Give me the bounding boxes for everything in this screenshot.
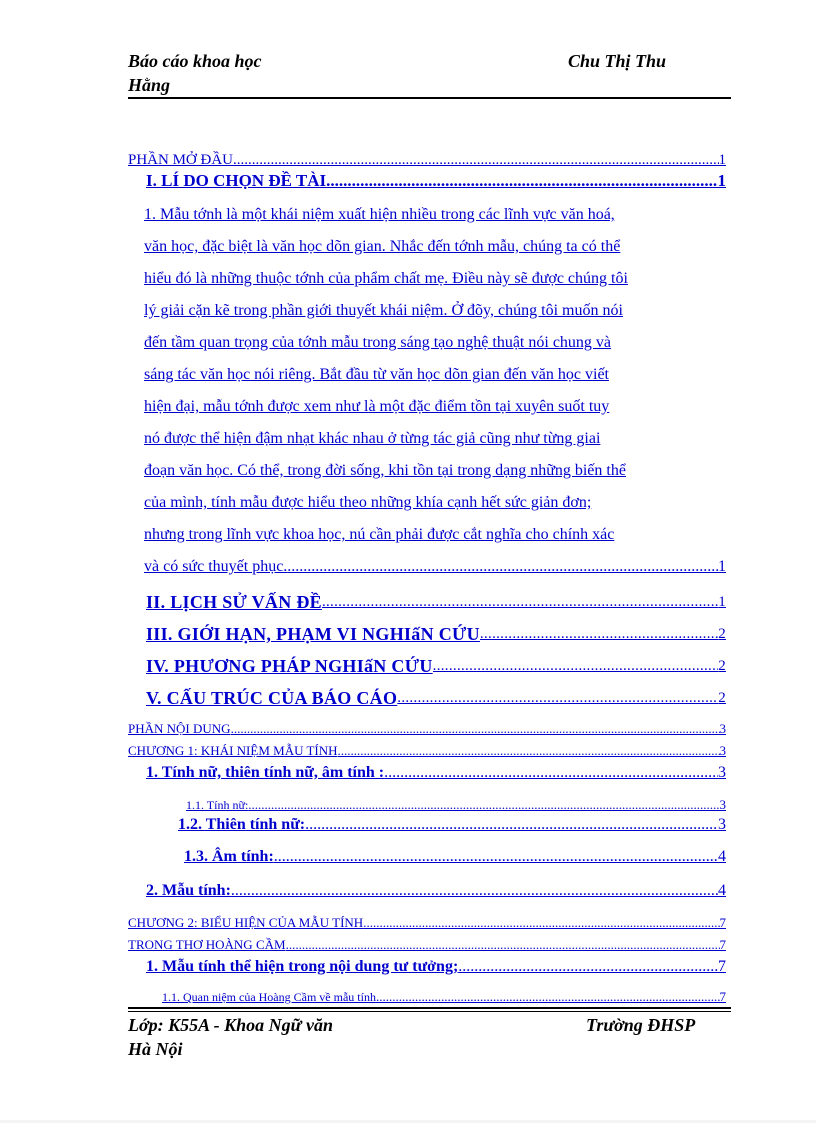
toc-ch1-section-2[interactable]: 2. Mẫu tính: ..... 4 [146,881,726,901]
toc-part-intro[interactable]: PHẦN MỞ ĐẦU ..... 1 [128,151,726,169]
toc-section-3[interactable]: III. GIỚI HẠN, PHẠM VI NGHIấN CỨU ..... 2 [146,623,726,645]
toc-ch1-section-1[interactable]: 1. Tính nữ, thiên tính nữ, âm tính : ..... 3 [146,763,726,783]
header-left-line1: Báo cáo khoa học [128,51,262,71]
toc-ch2-section-1[interactable]: 1. Mẫu tính thể hiện trong nội dung tư tưởng; ..... 7 [146,957,726,977]
toc-ch1-section-1-3[interactable]: 1.3. Âm tính: ..... 4 [146,847,726,867]
toc-ch2-section-1-1[interactable]: 1.1. Quan niệm của Hoàng Cầm về mẫu tính ..... 7 [162,989,726,1005]
toc-ch1-section-1-2[interactable]: 1.2. Thiên tính nữ: ..... 3 [146,815,726,835]
toc-section-1-text-last[interactable]: và có sức thuyết phục. ..... 1 [144,557,726,577]
toc-section-2[interactable]: II. LỊCH SỬ VẤN ĐỀ ..... 1 [146,591,726,613]
toc-section-1-text-line[interactable]: sáng tác văn học nói riêng. Bắt đầu từ văn học dõn gian đến văn học viết [144,366,609,383]
toc-section-1-text-line[interactable]: hiện đại, mẫu tớnh được xem như là một đặc điểm tồn tại xuyên suốt tuy [144,398,610,415]
toc-section-1-text-line[interactable]: nó được thể hiện đậm nhạt khác nhau ở từng tác giả cũng như từng giai [144,430,601,447]
header-rule [128,97,731,99]
toc-section-1-text-line[interactable]: nhưng trong lĩnh vực khoa học, nú cần phải được cắt nghĩa cho chính xác [144,526,615,543]
toc-section-1[interactable]: I. LÍ DO CHỌN ĐỀ TÀI ..... 1 [146,171,726,191]
toc-chapter-2-cont[interactable]: TRONG THƠ HOÀNG CẦM ..... 7 [128,937,726,953]
toc-section-1-text-line[interactable]: văn học, đặc biệt là văn học dõn gian. Nhắc đến tớnh mẫu, chúng ta có thể [144,238,621,255]
toc-part-body[interactable]: PHẦN NỘI DUNG ..... 3 [128,721,726,737]
toc-ch1-section-1-1[interactable]: 1.1. Tính nữ: ..... 3 [186,797,726,813]
toc-section-1-text-line[interactable]: đoạn văn học. Có thể, trong đời sống, khi tồn tại trong dạng những biến thể [144,462,626,479]
toc-chapter-1[interactable]: CHƯƠNG 1: KHÁI NIỆM MẪU TÍNH ..... 3 [128,743,726,759]
toc-section-4[interactable]: IV. PHƯƠNG PHÁP NGHIấN CỨU ..... 2 [146,655,726,677]
toc-section-1-text-line[interactable]: của mình, tính mẫu được hiểu theo những khía cạnh hết sức giản đơn; [144,494,592,511]
footer-rule-thin [128,1011,731,1012]
toc-section-1-text-line[interactable]: đến tầm quan trọng của tớnh mẫu trong sáng tạo nghệ thuật nói chung và [144,334,612,351]
toc-section-5[interactable]: V. CẤU TRÚC CỦA BÁO CÁO ..... 2 [146,687,726,709]
footer-rule [128,1007,731,1009]
footer-right: Trường ĐHSP [586,1015,696,1035]
header-left-line2: Hằng [128,75,171,95]
toc-chapter-2[interactable]: CHƯƠNG 2: BIỂU HIỆN CỦA MẪU TÍNH ..... 7 [128,915,726,931]
toc-section-1-text-line[interactable]: hiểu đó là những thuộc tớnh của phẩm chất mẹ. Điều này sẽ được chúng tôi [144,270,628,287]
footer-left-line2: Hà Nội [128,1039,183,1059]
header-right: Chu Thị Thu [568,51,667,71]
toc-section-1-text-line[interactable]: 1. Mẫu tớnh là một khái niệm xuất hiện nhiều trong các lĩnh vực văn hoá, [144,206,615,223]
footer-left-line1: Lớp: K55A - Khoa Ngữ văn [128,1015,333,1035]
toc-section-1-text-line[interactable]: lý giải cặn kẽ trong phần giới thuyết khái niệm. Ở đõy, chúng tôi muốn nói [144,302,623,319]
